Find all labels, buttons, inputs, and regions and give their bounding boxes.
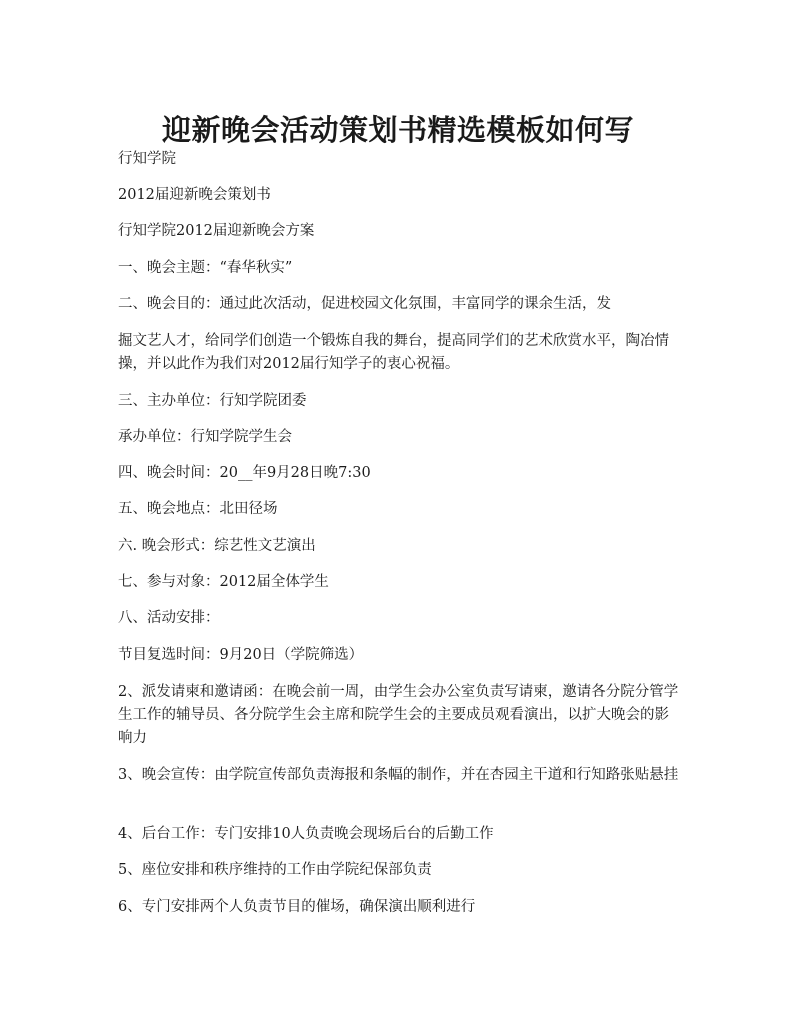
paragraph-purpose-continued: 掘文艺人才，给同学们创造一个锻炼自我的舞台，提高同学们的艺术欣赏水平，陶冶情操，并以此作为我们对2012届行知学子的衷心祝福。	[118, 333, 669, 372]
paragraph-format: 六. 晚会形式：综艺性文艺演出	[118, 538, 316, 554]
paragraph-organizer: 三、主办单位：行知学院团委	[118, 393, 307, 409]
paragraph-participants: 七、参与对象：2012届全体学生	[118, 574, 329, 590]
paragraph-purpose: 二、晚会目的：通过此次活动，促进校园文化氛围，丰富同学的课余生活，发	[118, 296, 611, 312]
paragraph-backstage: 4、后台工作：专门安排10人负责晚会现场后台的后勤工作	[118, 826, 494, 842]
paragraph-theme: 一、晚会主题：“春华秋实”	[118, 260, 293, 276]
paragraph-selection-time: 节目复选时间：9月20日（学院筛选）	[118, 647, 364, 663]
paragraph-publicity: 3、晚会宣传：由学院宣传部负责海报和条幅的制作，并在杏园主干道和行知路张贴悬挂	[118, 767, 679, 783]
document-title: 迎新晚会活动策划书精选模板如何写	[161, 113, 634, 148]
paragraph-stage-call: 6、专门安排两个人负责节目的催场，确保演出顺利进行	[118, 899, 476, 915]
paragraph-plan-title: 2012届迎新晚会策划书	[118, 187, 271, 203]
paragraph-invitations: 2、派发请柬和邀请函：在晚会前一周，由学生会办公室负责写请柬，邀请各分院分管学生工作的辅导员、各分院学生会主席和院学生会的主要成员观看演出，以扩大晚会的影响力	[118, 684, 679, 746]
paragraph-venue: 五、晚会地点：北田径场	[118, 501, 278, 517]
paragraph-plan-subtitle: 行知学院2012届迎新晚会方案	[118, 223, 315, 239]
paragraph-seating: 5、座位安排和秩序维持的工作由学院纪保部负责	[118, 862, 432, 878]
paragraph-time: 四、晚会时间：20__年9月28日晚7:30	[118, 465, 371, 481]
paragraph-school-name: 行知学院	[118, 151, 176, 167]
paragraph-co-organizer: 承办单位：行知学院学生会	[118, 429, 292, 445]
paragraph-arrangement: 八、活动安排：	[118, 610, 220, 626]
